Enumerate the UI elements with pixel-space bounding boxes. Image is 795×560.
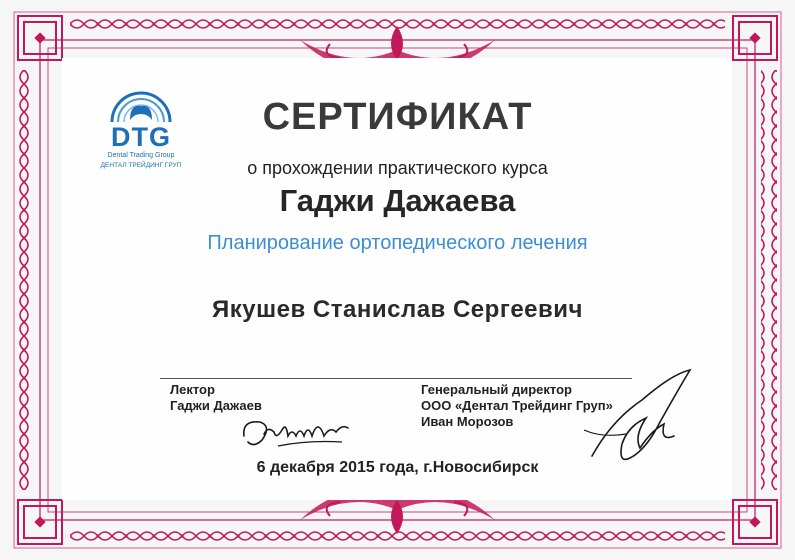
lector-name: Гаджи Дажаев (170, 398, 262, 413)
director-name: Иван Морозов (421, 414, 514, 429)
date-and-place: 6 декабря 2015 года, г.Новосибирск (256, 459, 539, 476)
course-topic: Планирование ортопедического лечения (207, 232, 588, 254)
logo-company-ru: ДЕНТАЛ ТРЕЙДИНГ ГРУП (100, 162, 182, 169)
course-name: Гаджи Дажаева (279, 183, 516, 218)
logo-brand-text: DTG (111, 122, 171, 152)
lector-role: Лектор (170, 382, 215, 397)
certificate-title: СЕРТИФИКАТ (262, 96, 533, 138)
lector-signature (238, 406, 358, 456)
director-role: Генеральный директор (421, 382, 572, 397)
director-company: ООО «Дентал Трейдинг Груп» (421, 398, 613, 413)
certificate-subtitle: о прохождении практического курса (247, 158, 548, 178)
logo-company-en: Dental Trading Group (107, 152, 175, 159)
recipient-name: Якушев Станислав Сергеевич (212, 296, 583, 323)
signature-divider (160, 378, 632, 379)
director-signature (582, 360, 702, 470)
